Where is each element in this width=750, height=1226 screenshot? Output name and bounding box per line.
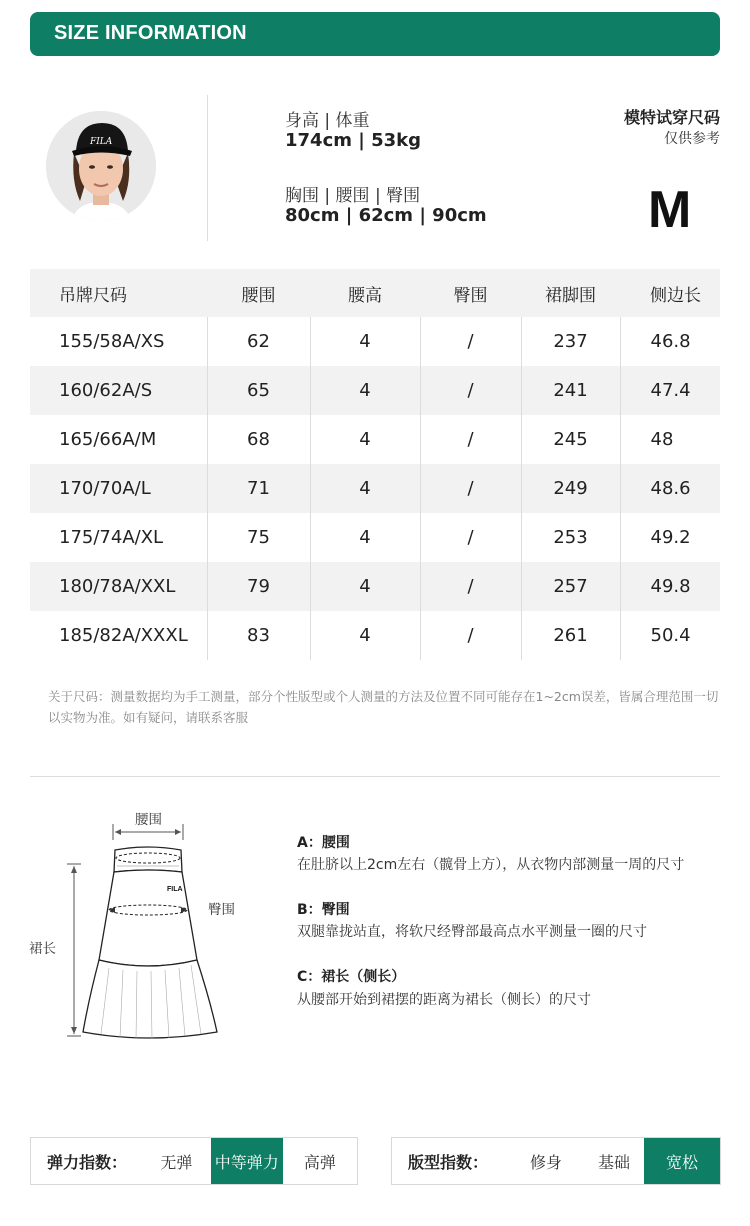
table-row <box>30 317 720 366</box>
table-row <box>30 366 720 415</box>
column-header: 腰围 <box>207 269 310 317</box>
vertical-divider <box>207 95 208 241</box>
table-cell: 155/58A/XS <box>30 317 207 366</box>
table-row <box>30 513 720 562</box>
table-cell: 4 <box>310 415 420 464</box>
table-cell: / <box>420 415 521 464</box>
table-cell: 47.4 <box>620 366 720 415</box>
table-cell: 48.6 <box>620 464 720 513</box>
definition-title-waist: A：腰围 <box>297 835 350 851</box>
table-cell: / <box>420 317 521 366</box>
fit-index-label: 版型指数： <box>408 1152 489 1172</box>
table-cell: 249 <box>521 464 620 513</box>
fit-option-loose: 宽松 <box>644 1138 720 1184</box>
table-cell: / <box>420 611 521 660</box>
table-cell: 49.8 <box>620 562 720 611</box>
table-cell: 75 <box>207 513 310 562</box>
waist-label: 腰围 <box>135 812 162 828</box>
definition-text-hip: 双腿靠拢站直，将软尺经臀部最高点水平测量一圈的尺寸 <box>297 924 647 940</box>
table-cell: / <box>420 464 521 513</box>
table-cell: 160/62A/S <box>30 366 207 415</box>
elasticity-option-none: 无弹 <box>160 1152 193 1172</box>
section-header <box>30 12 720 56</box>
elasticity-index <box>30 1137 358 1185</box>
height-weight-value: 174cm | 53kg <box>285 130 422 151</box>
cap-logo: FILA <box>90 137 113 147</box>
size-note: 关于尺码：测量数据均为手工测量，部分个性版型或个人测量的方法及位置不同可能存在1~2cm误差，皆属合理范围一切以实物为准。如有疑问，请联系客服 <box>48 689 719 725</box>
table-cell: / <box>420 562 521 611</box>
table-row <box>30 611 720 660</box>
table-cell: 4 <box>310 513 420 562</box>
elasticity-label: 弹力指数： <box>47 1152 128 1172</box>
table-cell: 170/70A/L <box>30 464 207 513</box>
measurements-value: 80cm | 62cm | 90cm <box>285 205 487 226</box>
table-cell: 245 <box>521 415 620 464</box>
table-cell: / <box>420 366 521 415</box>
table-header-row <box>30 269 720 317</box>
table-cell: 241 <box>521 366 620 415</box>
table-cell: 165/66A/M <box>30 415 207 464</box>
table-cell: 4 <box>310 562 420 611</box>
table-cell: 62 <box>207 317 310 366</box>
table-cell: 46.8 <box>650 331 691 352</box>
table-cell: 4 <box>310 366 420 415</box>
column-header: 臀围 <box>420 269 521 317</box>
model-fit-title: 模特试穿尺码 <box>623 108 720 127</box>
table-cell: / <box>420 513 521 562</box>
hip-label: 臀围 <box>208 902 235 918</box>
table-row <box>30 415 720 464</box>
table-cell: 180/78A/XXL <box>30 562 207 611</box>
elasticity-option-medium: 中等弹力 <box>211 1138 283 1184</box>
table-cell: 237 <box>521 317 620 366</box>
table-cell: 71 <box>207 464 310 513</box>
table-cell: 48 <box>650 429 674 450</box>
section-title: SIZE INFORMATION <box>54 22 247 44</box>
height-weight-label: 身高 | 体重 <box>285 111 370 131</box>
definition-text-waist: 在肚脐以上2cm左右（髋骨上方），从衣物内部测量一周的尺寸 <box>297 857 685 873</box>
column-header: 腰高 <box>310 269 420 317</box>
definition-title-hip: B：臀围 <box>297 902 350 918</box>
fit-option-regular: 基础 <box>597 1152 630 1172</box>
section-divider <box>30 776 720 777</box>
table-cell: 261 <box>521 611 620 660</box>
definition-text-length: 从腰部开始到裙摆的距离为裙长（侧长）的尺寸 <box>297 992 591 1008</box>
column-header: 侧边长 <box>620 269 720 317</box>
table-row <box>30 562 720 611</box>
table-row <box>30 464 720 513</box>
table-cell: 185/82A/XXXL <box>30 611 207 660</box>
table-cell: 253 <box>521 513 620 562</box>
table-cell: 65 <box>207 366 310 415</box>
skirt-logo: FILA <box>167 886 183 893</box>
length-label: 裙长 <box>29 941 56 957</box>
table-cell: 79 <box>207 562 310 611</box>
table-cell: 4 <box>310 611 420 660</box>
table-cell: 83 <box>207 611 310 660</box>
model-portrait-icon <box>46 111 156 221</box>
table-cell: 68 <box>207 415 310 464</box>
size-table <box>30 269 720 660</box>
skirt-diagram <box>25 800 265 1050</box>
model-fit-size: M <box>648 181 692 239</box>
table-cell: 4 <box>310 464 420 513</box>
column-header: 裙脚围 <box>521 269 620 317</box>
model-avatar <box>46 111 156 221</box>
table-cell: 257 <box>521 562 620 611</box>
definition-title-length: C：裙长（侧长） <box>297 969 406 985</box>
table-cell: 49.2 <box>650 527 691 548</box>
table-cell: 50.4 <box>650 625 691 646</box>
model-fit-subtitle: 仅供参考 <box>664 131 720 147</box>
skirt-icon <box>25 800 265 1050</box>
fit-option-slim: 修身 <box>529 1152 562 1172</box>
measurements-label: 胸围 | 腰围 | 臀围 <box>285 186 421 206</box>
column-header: 吊牌尺码 <box>30 269 207 317</box>
table-cell: 4 <box>310 317 420 366</box>
fit-index <box>391 1137 721 1185</box>
elasticity-option-high: 高弹 <box>303 1152 336 1172</box>
table-cell: 175/74A/XL <box>30 513 207 562</box>
